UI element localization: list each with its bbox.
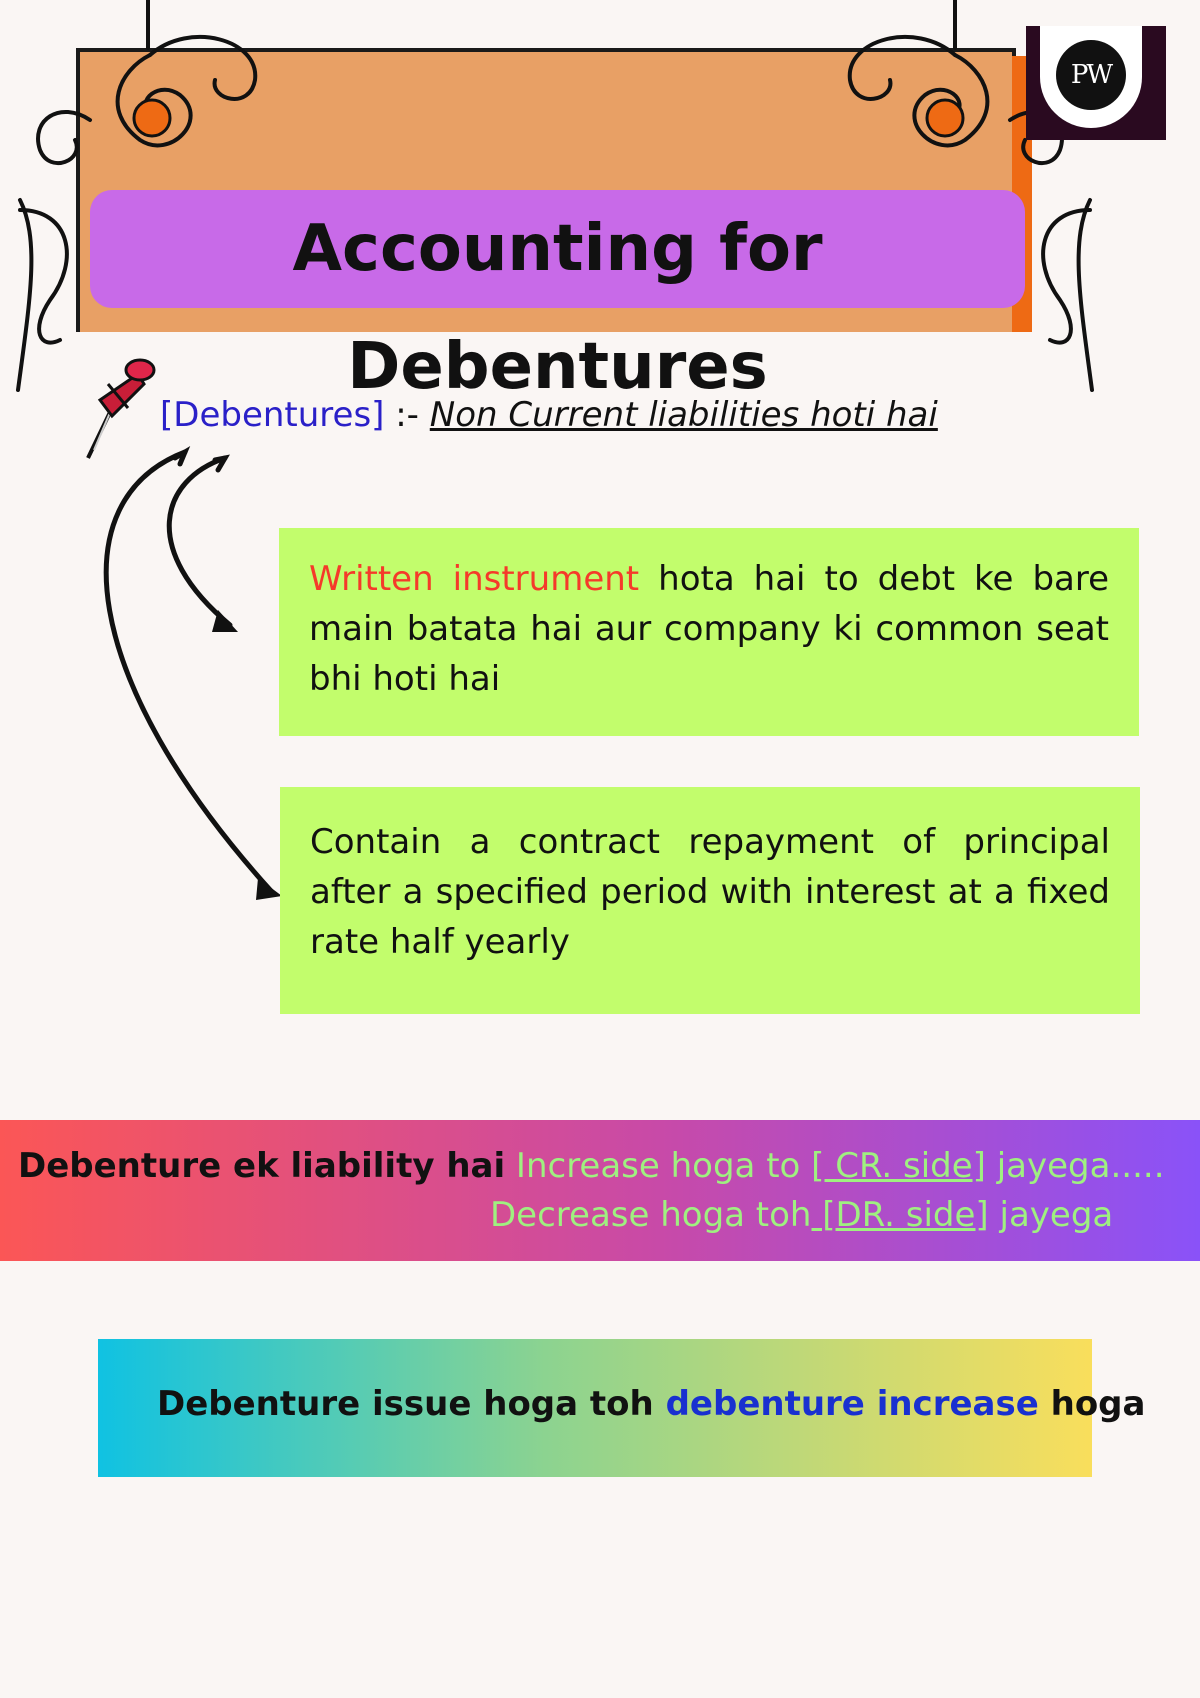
card-2-text: Contain a contract repayment of principal after a specified period with interest at a fixed rate half yearly — [310, 822, 1110, 962]
liability-lead: Debenture ek liability hai — [18, 1146, 506, 1186]
liability-line-increase — [18, 1146, 1165, 1186]
liability-line-decrease — [490, 1195, 1113, 1235]
liability-band — [0, 1120, 1200, 1261]
decrease-end: jayega — [988, 1195, 1114, 1235]
connector-arrows — [0, 430, 320, 930]
card-1-highlight: Written instrument — [309, 559, 640, 599]
definition-text: Non Current liabilities hoti hai — [429, 395, 938, 435]
issue-end: hoga — [1038, 1384, 1146, 1424]
arrow-to-card-1 — [169, 458, 230, 625]
definition-line — [160, 395, 938, 435]
cr-side-label: [ CR. side] — [811, 1146, 986, 1186]
issue-lead: Debenture issue hoga toh — [157, 1384, 666, 1424]
pw-logo: PW — [1056, 40, 1126, 110]
definition-separator: :- — [384, 395, 430, 435]
increase-text: Increase hoga to — [505, 1146, 812, 1186]
definition-term: [Debentures] — [160, 395, 385, 435]
definition-card-1 — [279, 528, 1139, 736]
arrow-to-card-2 — [106, 452, 272, 892]
definition-card-2 — [280, 787, 1140, 1014]
issue-line — [157, 1384, 1145, 1424]
issue-highlight: debenture increase — [665, 1384, 1039, 1424]
increase-end: jayega..... — [985, 1146, 1165, 1186]
card-1-text: hota hai to debt ke bare main batata hai aur company ki common seat bhi hoti hai — [309, 559, 1110, 699]
page-title: Accounting for Debentures — [292, 212, 823, 404]
decrease-text: Decrease hoga toh — [490, 1195, 812, 1235]
dr-side-label: [DR. side] — [811, 1195, 989, 1235]
